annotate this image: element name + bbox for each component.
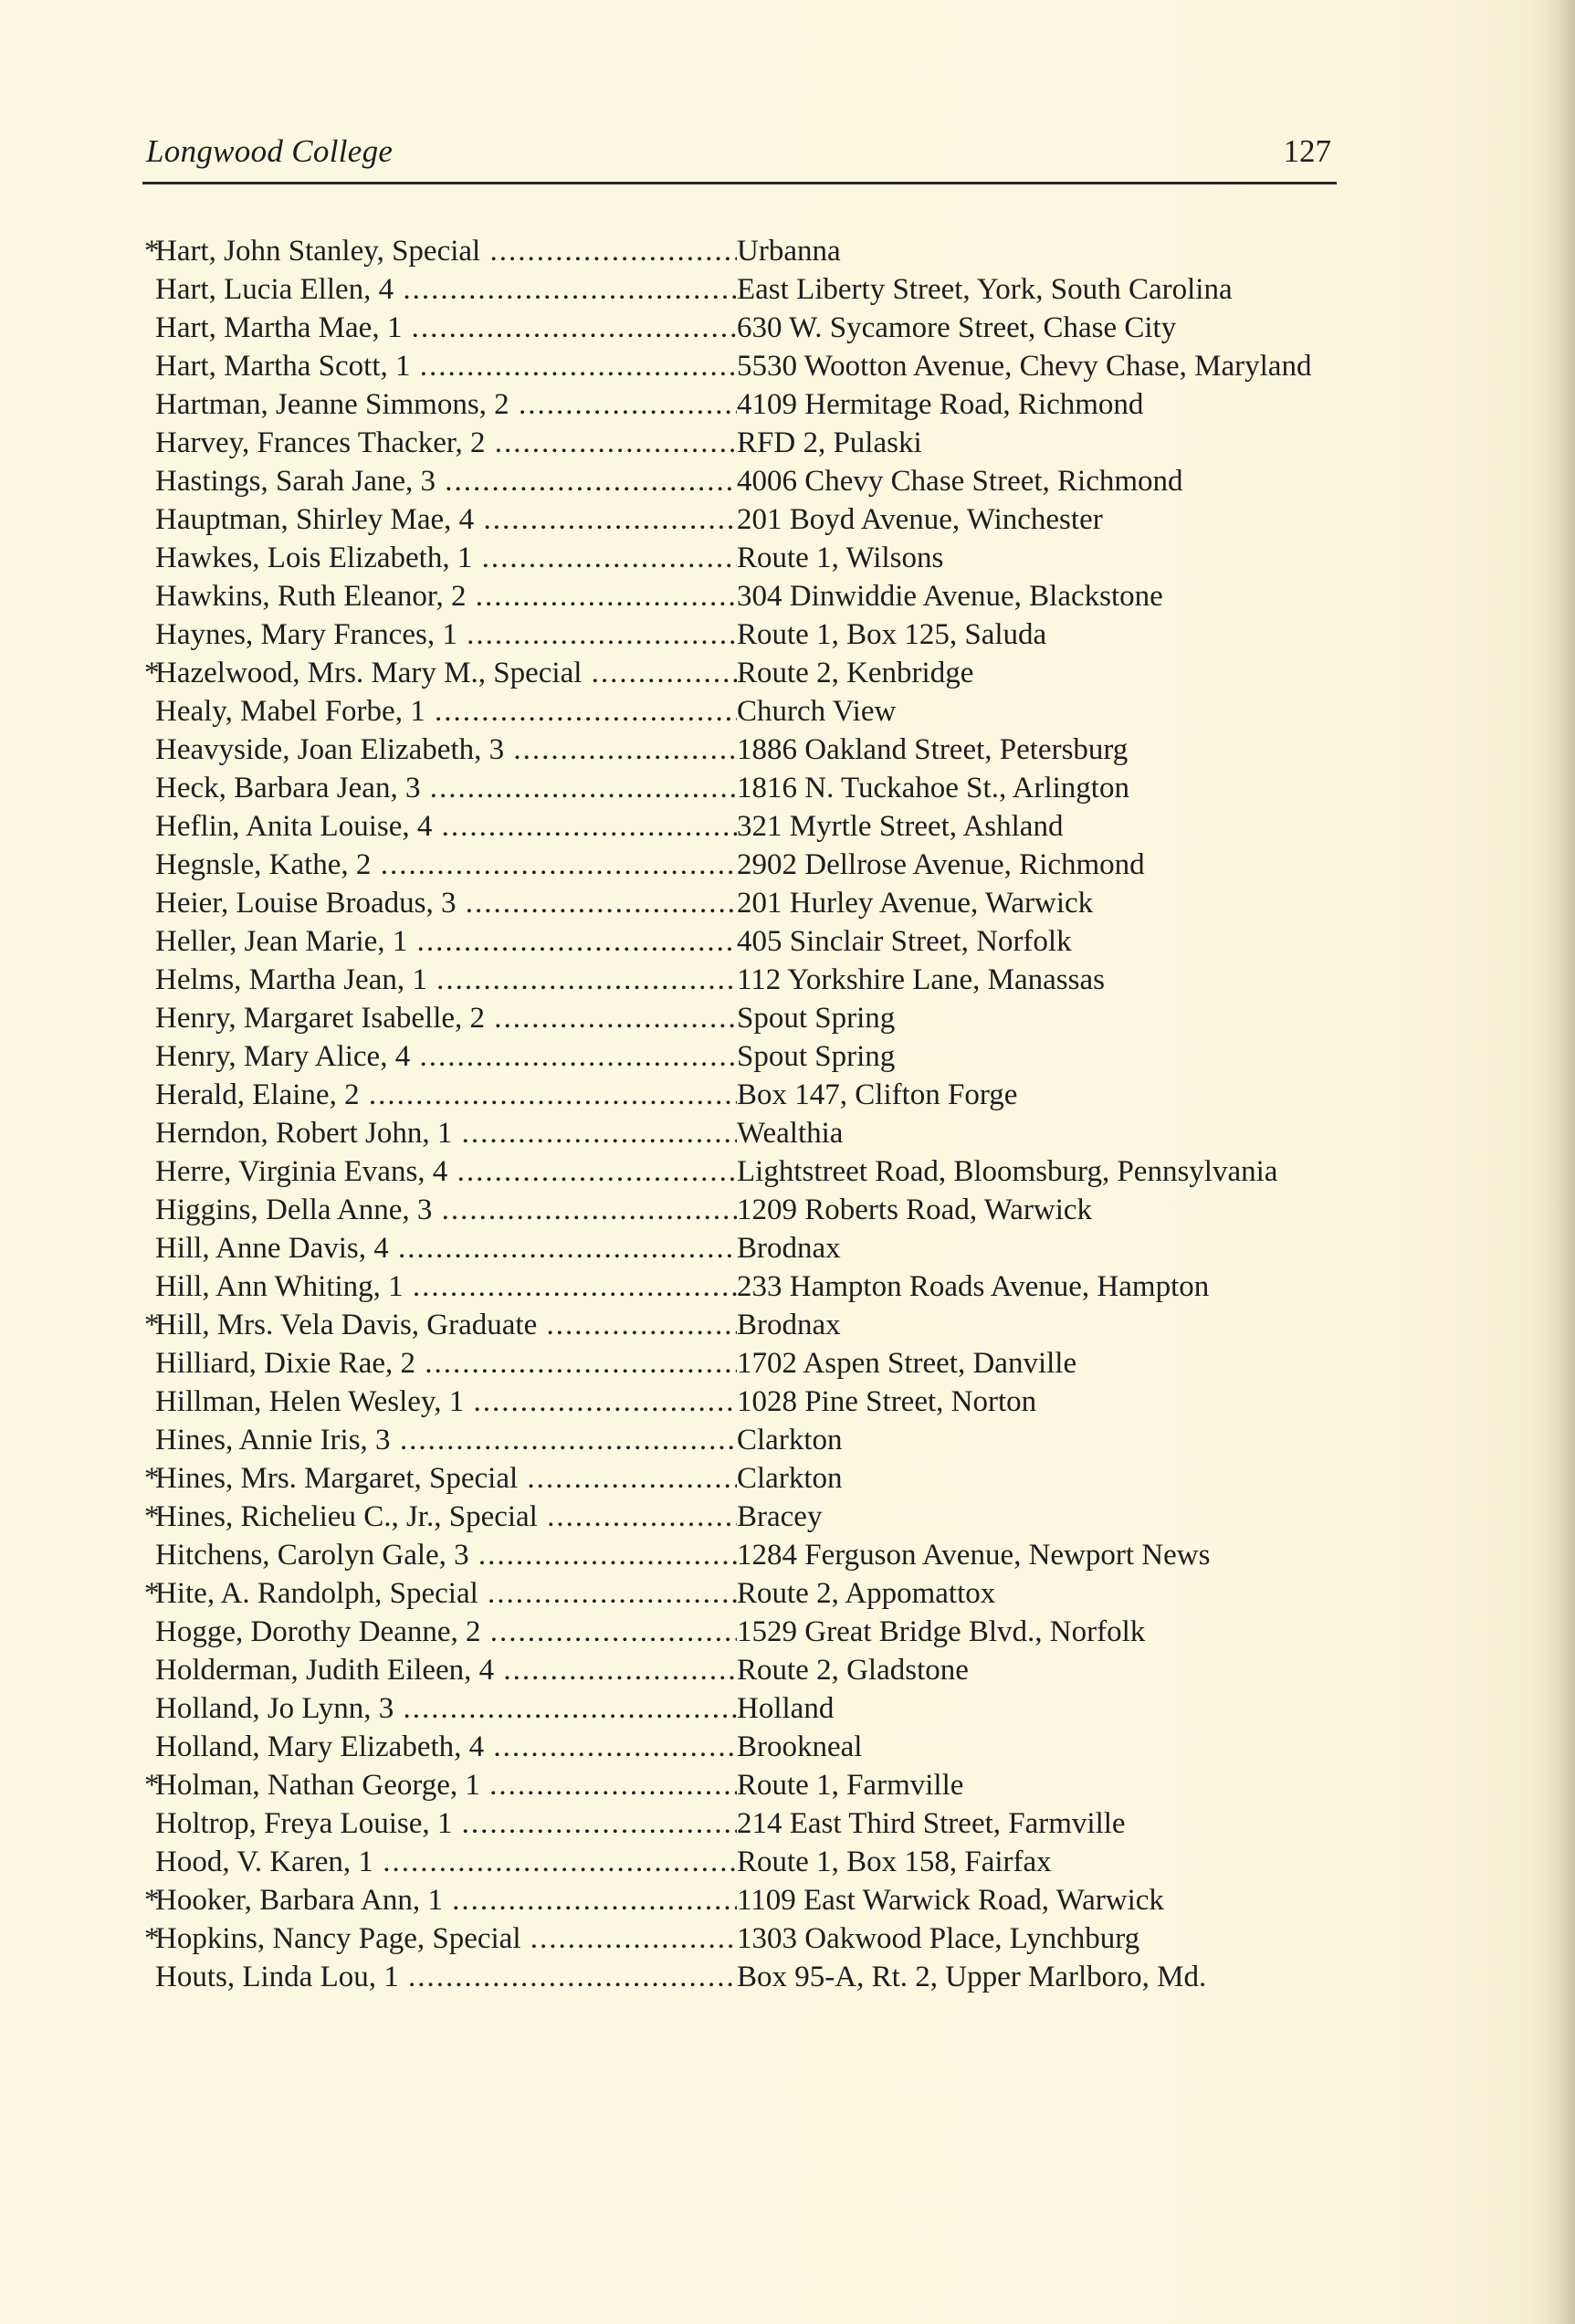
student-name [155, 1919, 737, 1958]
student-name [155, 1191, 737, 1229]
page-edge-shadow [1540, 0, 1575, 2324]
student-name [155, 270, 737, 309]
student-name [155, 1613, 737, 1651]
directory-entry [144, 1689, 1331, 1728]
student-name [155, 1152, 737, 1191]
directory-entry [144, 1114, 1331, 1152]
student-name [155, 232, 737, 270]
student-name-text: Holland, Jo Lynn, 3 [155, 1692, 394, 1725]
student-name-text: Haynes, Mary Frances, 1 [155, 618, 457, 651]
special-student-marker: * [144, 1500, 160, 1533]
student-name-text: Holderman, Judith Eileen, 4 [155, 1654, 495, 1687]
running-title: Longwood College [146, 133, 394, 169]
special-student-marker: * [144, 1309, 160, 1341]
student-name [155, 462, 737, 500]
student-name [155, 1306, 737, 1344]
student-address: Urbanna [737, 235, 841, 268]
directory-entry [144, 1267, 1331, 1306]
student-name-text: Hauptman, Shirley Mae, 4 [155, 503, 475, 536]
student-name-text: Hart, Martha Mae, 1 [155, 311, 403, 344]
student-name-text: Holtrop, Freya Louise, 1 [155, 1807, 453, 1840]
running-head [142, 130, 1337, 183]
student-address: Clarkton [737, 1462, 843, 1495]
student-name [155, 1114, 737, 1152]
student-address: Route 1, Box 158, Fairfax [737, 1846, 1052, 1878]
student-address: 1209 Roberts Road, Warwick [737, 1194, 1093, 1226]
student-name-text: Hawkes, Lois Elizabeth, 1 [155, 542, 473, 574]
special-student-marker: * [144, 1462, 160, 1495]
directory-entry [144, 1383, 1331, 1421]
directory-entry [144, 424, 1331, 462]
student-name-text: Heflin, Anita Louise, 4 [155, 810, 433, 843]
student-name-text: Hill, Anne Davis, 4 [155, 1232, 389, 1265]
directory-entry [144, 1344, 1331, 1383]
directory-entry [144, 1919, 1331, 1958]
directory-entry [144, 961, 1331, 999]
student-address: East Liberty Street, York, South Carolina [737, 273, 1233, 306]
special-student-marker: * [144, 1769, 160, 1802]
student-name-text: Hart, Martha Scott, 1 [155, 350, 411, 383]
directory-entry [144, 1651, 1331, 1689]
directory-entry [144, 1229, 1331, 1267]
directory-entry [144, 884, 1331, 922]
student-name [155, 424, 737, 462]
directory-entry [144, 1804, 1331, 1843]
student-name-text: Hill, Mrs. Vela Davis, Graduate [155, 1309, 538, 1341]
directory-entry [144, 1037, 1331, 1076]
student-name [155, 654, 737, 692]
student-address: Lightstreet Road, Bloomsburg, Pennsylvania [737, 1155, 1278, 1188]
directory-entry [144, 462, 1331, 500]
student-address: Church View [737, 695, 897, 728]
student-name [155, 999, 737, 1037]
directory-entry [144, 1766, 1331, 1804]
student-name-text: Herndon, Robert John, 1 [155, 1117, 453, 1150]
student-name-text: Hines, Mrs. Margaret, Special [155, 1462, 519, 1495]
directory-entry [144, 615, 1331, 654]
student-name [155, 1804, 737, 1843]
directory-entry [144, 1306, 1331, 1344]
student-address: Route 1, Box 125, Saluda [737, 618, 1047, 651]
student-name [155, 922, 737, 961]
student-name-text: Holland, Mary Elizabeth, 4 [155, 1730, 485, 1763]
directory-entry [144, 807, 1331, 846]
student-address: 4006 Chevy Chase Street, Richmond [737, 465, 1183, 498]
student-address: 1816 N. Tuckahoe St., Arlington [737, 772, 1129, 804]
special-student-marker: * [144, 235, 160, 268]
student-name [155, 1498, 737, 1536]
student-name [155, 1037, 737, 1076]
student-name-text: Henry, Mary Alice, 4 [155, 1040, 411, 1073]
student-name [155, 961, 737, 999]
directory-entry [144, 922, 1331, 961]
student-address: 405 Sinclair Street, Norfolk [737, 925, 1072, 958]
student-name [155, 577, 737, 615]
directory-entry [144, 731, 1331, 769]
student-address: Spout Spring [737, 1002, 896, 1035]
directory-entry [144, 1843, 1331, 1881]
student-address: 5530 Wootton Avenue, Chevy Chase, Maryland [737, 350, 1312, 383]
student-name [155, 1651, 737, 1689]
directory-entry [144, 1191, 1331, 1229]
student-name-text: Hart, John Stanley, Special [155, 235, 481, 268]
student-name-text: Healy, Mabel Forbe, 1 [155, 695, 425, 728]
directory-entry [144, 846, 1331, 884]
directory-entry [144, 539, 1331, 577]
student-name-text: Hitchens, Carolyn Gale, 3 [155, 1539, 469, 1572]
student-address: 321 Myrtle Street, Ashland [737, 810, 1064, 843]
student-name [155, 1766, 737, 1804]
student-name-text: Hillman, Helen Wesley, 1 [155, 1385, 465, 1418]
student-name-text: Hilliard, Dixie Rae, 2 [155, 1347, 416, 1380]
student-address: Brookneal [737, 1730, 863, 1763]
directory-list [144, 232, 1331, 1996]
student-name-text: Hines, Richelieu C., Jr., Special [155, 1500, 538, 1533]
student-name [155, 1421, 737, 1459]
student-address: Route 2, Appomattox [737, 1577, 996, 1610]
directory-entry [144, 1613, 1331, 1651]
student-address: 1028 Pine Street, Norton [737, 1385, 1037, 1418]
student-name-text: Hart, Lucia Ellen, 4 [155, 273, 394, 306]
student-name [155, 1229, 737, 1267]
student-name-text: Hines, Annie Iris, 3 [155, 1424, 391, 1456]
student-name [155, 1689, 737, 1728]
student-name-text: Hegnsle, Kathe, 2 [155, 848, 372, 881]
student-address: 1284 Ferguson Avenue, Newport News [737, 1539, 1211, 1572]
student-name [155, 884, 737, 922]
student-address: 1303 Oakwood Place, Lynchburg [737, 1922, 1140, 1955]
student-name [155, 846, 737, 884]
student-name-text: Henry, Margaret Isabelle, 2 [155, 1002, 486, 1035]
student-address: Box 147, Clifton Forge [737, 1078, 1018, 1111]
directory-entry [144, 1574, 1331, 1613]
student-address: Brodnax [737, 1309, 841, 1341]
student-address: 233 Hampton Roads Avenue, Hampton [737, 1270, 1210, 1303]
student-name [155, 1843, 737, 1881]
special-student-marker: * [144, 1577, 160, 1610]
directory-entry [144, 1459, 1331, 1498]
student-name-text: Hogge, Dorothy Deanne, 2 [155, 1615, 481, 1648]
special-student-marker: * [144, 657, 160, 689]
student-name [155, 500, 737, 539]
directory-entry [144, 270, 1331, 309]
student-name [155, 731, 737, 769]
student-name [155, 347, 737, 385]
special-student-marker: * [144, 1884, 160, 1917]
student-name-text: Hooker, Barbara Ann, 1 [155, 1884, 443, 1917]
page-number: 127 [1283, 133, 1331, 169]
directory-entry [144, 1076, 1331, 1114]
student-address: 1529 Great Bridge Blvd., Norfolk [737, 1615, 1146, 1648]
directory-entry [144, 1958, 1331, 1996]
student-name-text: Hawkins, Ruth Eleanor, 2 [155, 580, 467, 613]
student-name [155, 1958, 737, 1996]
student-name [155, 1383, 737, 1421]
student-name [155, 1459, 737, 1498]
student-address: 1109 East Warwick Road, Warwick [737, 1884, 1164, 1917]
student-name-text: Heier, Louise Broadus, 3 [155, 887, 457, 920]
student-address: Clarkton [737, 1424, 843, 1456]
student-address: 304 Dinwiddie Avenue, Blackstone [737, 580, 1163, 613]
directory-entry [144, 1536, 1331, 1574]
directory-entry [144, 1421, 1331, 1459]
student-address: 2902 Dellrose Avenue, Richmond [737, 848, 1145, 881]
student-address: 1702 Aspen Street, Danville [737, 1347, 1077, 1380]
student-address: 214 East Third Street, Farmville [737, 1807, 1126, 1840]
student-name-text: Harvey, Frances Thacker, 2 [155, 426, 486, 459]
directory-entry [144, 654, 1331, 692]
student-name [155, 1574, 737, 1613]
student-name-text: Hill, Ann Whiting, 1 [155, 1270, 404, 1303]
student-address: 4109 Hermitage Road, Richmond [737, 388, 1144, 421]
student-address: Bracey [737, 1500, 823, 1533]
student-name-text: Higgins, Della Anne, 3 [155, 1194, 433, 1226]
student-name-text: Hite, A. Randolph, Special [155, 1577, 478, 1610]
directory-entry [144, 385, 1331, 424]
student-name [155, 1267, 737, 1306]
student-address: 630 W. Sycamore Street, Chase City [737, 311, 1177, 344]
student-address: Box 95-A, Rt. 2, Upper Marlboro, Md. [737, 1961, 1207, 1993]
student-address: 201 Hurley Avenue, Warwick [737, 887, 1094, 920]
directory-entry [144, 232, 1331, 270]
student-name-text: Heavyside, Joan Elizabeth, 3 [155, 733, 505, 766]
student-address: RFD 2, Pulaski [737, 426, 922, 459]
directory-entry [144, 1728, 1331, 1766]
student-address: Holland [737, 1692, 835, 1725]
student-name [155, 1536, 737, 1574]
directory-entry [144, 309, 1331, 347]
student-address: Wealthia [737, 1117, 844, 1150]
student-address: Route 2, Kenbridge [737, 657, 974, 689]
student-name-text: Heller, Jean Marie, 1 [155, 925, 408, 958]
student-name [155, 309, 737, 347]
student-name [155, 1728, 737, 1766]
student-name-text: Heck, Barbara Jean, 3 [155, 772, 421, 804]
directory-entry [144, 1498, 1331, 1536]
directory-entry [144, 769, 1331, 807]
special-student-marker: * [144, 1922, 160, 1955]
student-name [155, 1076, 737, 1114]
student-address: Route 1, Wilsons [737, 542, 944, 574]
student-address: 112 Yorkshire Lane, Manassas [737, 963, 1105, 996]
directory-entry [144, 1152, 1331, 1191]
directory-entry [144, 692, 1331, 731]
student-address: Spout Spring [737, 1040, 896, 1073]
directory-entry [144, 500, 1331, 539]
student-address: Route 1, Farmville [737, 1769, 964, 1802]
student-name-text: Houts, Linda Lou, 1 [155, 1961, 399, 1993]
student-name-text: Holman, Nathan George, 1 [155, 1769, 480, 1802]
directory-entry [144, 347, 1331, 385]
header-rule [142, 182, 1337, 184]
student-address: 201 Boyd Avenue, Winchester [737, 503, 1103, 536]
directory-entry [144, 1881, 1331, 1919]
directory-entry [144, 577, 1331, 615]
student-address: 1886 Oakland Street, Petersburg [737, 733, 1129, 766]
directory-entry [144, 999, 1331, 1037]
student-address: Route 2, Gladstone [737, 1654, 969, 1687]
student-name-text: Hood, V. Karen, 1 [155, 1846, 373, 1878]
student-name [155, 615, 737, 654]
student-name-text: Herre, Virginia Evans, 4 [155, 1155, 448, 1188]
student-name-text: Hazelwood, Mrs. Mary M., Special [155, 657, 583, 689]
student-name-text: Herald, Elaine, 2 [155, 1078, 360, 1111]
student-name [155, 539, 737, 577]
student-name [155, 1881, 737, 1919]
student-address: Brodnax [737, 1232, 841, 1265]
student-name-text: Hartman, Jeanne Simmons, 2 [155, 388, 509, 421]
student-name [155, 1344, 737, 1383]
student-name-text: Hopkins, Nancy Page, Special [155, 1922, 521, 1955]
student-name [155, 692, 737, 731]
student-name-text: Helms, Martha Jean, 1 [155, 963, 427, 996]
student-name [155, 769, 737, 807]
student-name [155, 807, 737, 846]
student-name [155, 385, 737, 424]
student-name-text: Hastings, Sarah Jane, 3 [155, 465, 436, 498]
